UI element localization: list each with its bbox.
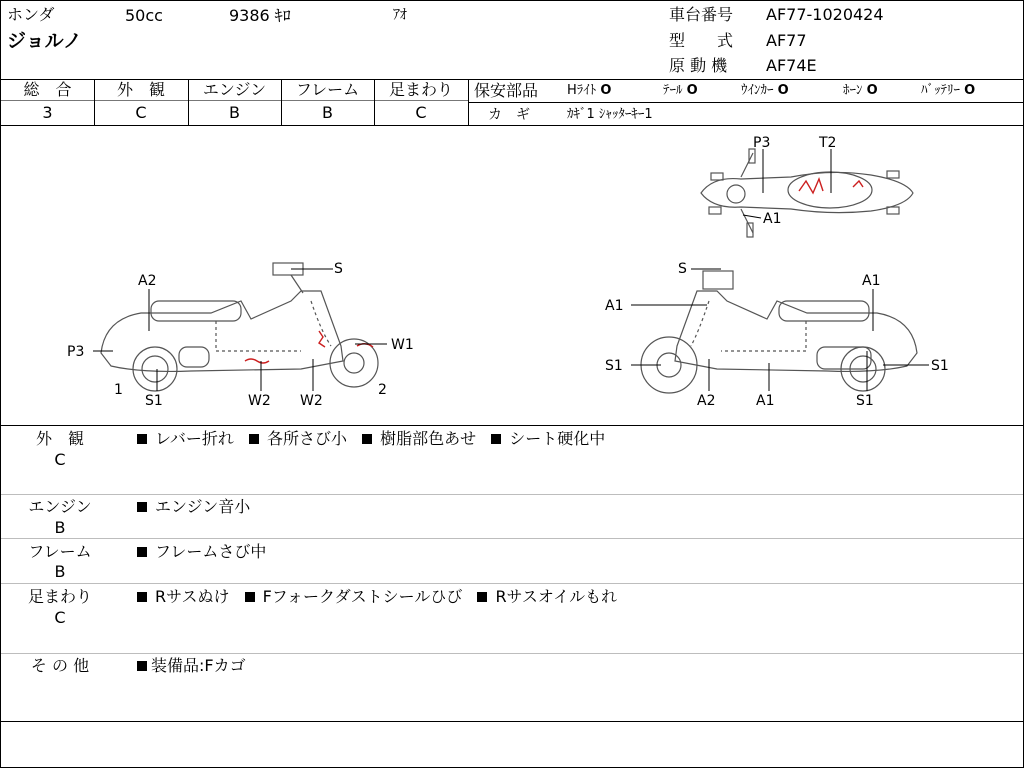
note-category: 外 観 bbox=[35, 429, 84, 448]
diagram-label: S bbox=[334, 261, 343, 277]
note-items: レバー折れ 各所さび小 樹脂部色あせ シート硬化中 bbox=[137, 429, 605, 449]
key-value: ｶｷﾞ1 ｼｬｯﾀｰｷｰ1 bbox=[567, 107, 653, 122]
chassis-number: AF77-1020424 bbox=[766, 5, 884, 24]
diagram-bottom-line bbox=[1, 425, 1023, 426]
note-grade: B bbox=[54, 518, 66, 537]
safety-item-winker: ｳｲﾝｶｰ O bbox=[741, 83, 789, 98]
grade-frame-value: B bbox=[322, 103, 333, 122]
diagram-label: S1 bbox=[931, 358, 949, 374]
body-color: ｱｵ bbox=[393, 7, 407, 23]
mileage: 9386 ｷﾛ bbox=[229, 6, 291, 25]
diagram-label: T2 bbox=[819, 135, 837, 151]
note-category: エンジン bbox=[28, 497, 92, 516]
note-category: フレーム bbox=[28, 542, 92, 561]
grade-frame-label: フレーム bbox=[295, 80, 360, 99]
grade-divider bbox=[468, 79, 469, 125]
safety-label: 保安部品 bbox=[474, 81, 539, 100]
grade-engine-label: エンジン bbox=[202, 80, 267, 99]
safety-item-tail: ﾃｰﾙ O bbox=[663, 83, 698, 98]
grade-exterior-label: 外 観 bbox=[116, 80, 165, 99]
safety-mid-line bbox=[468, 102, 1023, 103]
damage-mark-seat bbox=[799, 179, 823, 193]
diagram-label: S1 bbox=[605, 358, 623, 374]
engine-label: 原 動 機 bbox=[669, 56, 728, 75]
diagram-label: A2 bbox=[138, 273, 157, 289]
type-label: 型 式 bbox=[669, 31, 734, 50]
note-items: 装備品:Fカゴ bbox=[137, 656, 246, 676]
diagram-label: A1 bbox=[763, 211, 782, 227]
diagram-label: A1 bbox=[756, 393, 775, 409]
diagram-label: W2 bbox=[248, 393, 271, 409]
notes-divider bbox=[1, 653, 1023, 654]
model-name: ジョルノ bbox=[7, 30, 82, 52]
diagram-label: A1 bbox=[605, 298, 624, 314]
safety-item-battery: ﾊﾞｯﾃﾘｰ O bbox=[921, 83, 976, 98]
maker: ホンダ bbox=[7, 5, 55, 24]
note-items: エンジン音小 bbox=[137, 497, 250, 517]
grade-suspension-label: 足まわり bbox=[388, 80, 453, 99]
notes-divider bbox=[1, 494, 1023, 495]
diagram-label: 1 bbox=[114, 382, 123, 398]
note-items: Rサスぬけ Fフォークダストシールひび Rサスオイルもれ bbox=[137, 587, 617, 607]
diagram-label: S1 bbox=[145, 393, 163, 409]
note-items: フレームさび中 bbox=[137, 542, 266, 562]
grades-mid-line bbox=[1, 100, 468, 101]
grade-overall-label: 総 合 bbox=[23, 80, 72, 99]
diagram-label: 2 bbox=[378, 382, 387, 398]
grade-overall-value: 3 bbox=[42, 103, 53, 122]
note-grade: C bbox=[54, 450, 66, 469]
note-grade: B bbox=[54, 562, 66, 581]
notes-divider bbox=[1, 538, 1023, 539]
safety-item-horn: ﾎｰﾝ O bbox=[843, 83, 878, 98]
safety-item-headlight: Hﾗｲﾄ O bbox=[567, 83, 612, 98]
diagram-label: P3 bbox=[753, 135, 771, 151]
diagram-label: A2 bbox=[697, 393, 716, 409]
engine-value: AF74E bbox=[766, 56, 817, 75]
diagram-label: A1 bbox=[862, 273, 881, 289]
diagram-label: W1 bbox=[391, 337, 414, 353]
grade-exterior-value: C bbox=[135, 103, 147, 122]
grade-engine-value: B bbox=[229, 103, 240, 122]
chassis-label: 車台番号 bbox=[669, 5, 734, 24]
grade-suspension-value: C bbox=[415, 103, 427, 122]
scooter-top-view bbox=[701, 149, 913, 237]
diagram-label: S1 bbox=[856, 393, 874, 409]
displacement: 50cc bbox=[125, 6, 163, 25]
note-category: 足まわり bbox=[27, 587, 92, 606]
type-value: AF77 bbox=[766, 31, 807, 50]
key-label: カ ギ bbox=[488, 107, 530, 123]
diagram-label: W2 bbox=[300, 393, 323, 409]
notes-bottom-line bbox=[1, 721, 1023, 722]
damage-mark-rear bbox=[853, 181, 863, 187]
damage-mark-front bbox=[319, 331, 325, 347]
note-grade: C bbox=[54, 608, 66, 627]
diagram-label: P3 bbox=[67, 344, 85, 360]
diagram-label: S bbox=[678, 261, 687, 277]
damage-mark-floor bbox=[245, 359, 269, 363]
notes-divider bbox=[1, 583, 1023, 584]
note-category: そ の 他 bbox=[30, 656, 90, 675]
